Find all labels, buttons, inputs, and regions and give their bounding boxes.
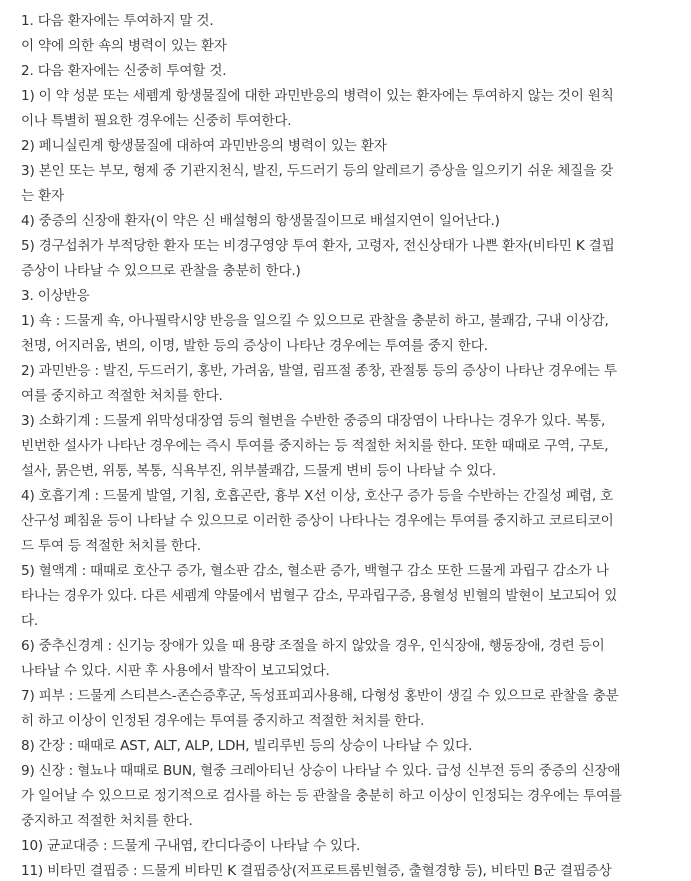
text-line: 이 약에 의한 쇽의 병력이 있는 환자 <box>21 38 227 54</box>
text-line: 히 하고 이상이 인정된 경우에는 투여를 중지하고 적절한 처치를 한다. <box>21 713 425 729</box>
text-line: 5) 혈액계 : 때때로 호산구 증가, 혈소판 감소, 혈소판 증가, 백혈구 감소 또한 드물게 과립구 감소가 나 <box>21 563 609 579</box>
text-line: 3) 본인 또는 부모, 형제 중 기관지천식, 발진, 두드러기 등의 알레르기 증상을 일으키기 쉬운 체질을 갖 <box>21 163 614 179</box>
text-line: 3. 이상반응 <box>21 288 90 304</box>
text-line: 4) 호흡기계 : 드물게 발열, 기침, 호흡곤란, 흉부 X선 이상, 호산구 증가 등을 수반하는 간질성 폐렴, 호 <box>21 488 614 504</box>
text-line: 2) 과민반응 : 발진, 두드러기, 홍반, 가려움, 발열, 림프절 종창, 관절통 등의 증상이 나타난 경우에는 투 <box>21 363 617 379</box>
text-line: 가 일어날 수 있으므로 정기적으로 검사를 하는 등 관찰을 충분히 하고 이상이 인정되는 경우에는 투여를 <box>21 788 622 804</box>
text-line: 10) 균교대증 : 드물게 구내염, 칸디다증이 나타날 수 있다. <box>21 838 361 854</box>
text-line: 증상이 나타날 수 있으므로 관찰을 충분히 한다.) <box>21 263 301 279</box>
text-line: 6) 중추신경계 : 신기능 장애가 있을 때 용량 조절을 하지 않았을 경우, 인식장애, 행동장애, 경련 등이 <box>21 638 605 654</box>
text-line: 5) 경구섭취가 부적당한 환자 또는 비경구영양 투여 환자, 고령자, 전신상태가 나쁜 환자(비타민 K 결핍 <box>21 238 615 254</box>
text-line: 8) 간장 : 때때로 AST, ALT, ALP, LDH, 빌리루빈 등의 상승이 나타날 수 있다. <box>21 738 473 754</box>
text-line: 다. <box>21 613 39 629</box>
text-line: 9) 신장 : 혈뇨나 때때로 BUN, 혈중 크레아티닌 상승이 나타날 수 있다. 급성 신부전 등의 중증의 신장애 <box>21 763 621 779</box>
text-line: 타나는 경우가 있다. 다른 세펨계 약물에서 범혈구 감소, 무과립구증, 용혈성 빈혈의 발현이 보고되어 있 <box>21 588 618 604</box>
text-line: 빈번한 설사가 나타난 경우에는 즉시 투여를 중지하는 등 적절한 처치를 한다. 또한 때때로 구역, 구토, <box>21 438 609 454</box>
text-line: 1) 쇽 : 드물게 쇽, 아나필락시양 반응을 일으킬 수 있으므로 관찰을 충분히 하고, 불쾌감, 구내 이상감, <box>21 313 609 329</box>
text-line: 산구성 폐침윤 등이 나타날 수 있으므로 이러한 증상이 나타나는 경우에는 투여를 중지하고 코르티코이 <box>21 513 614 529</box>
text-line: 7) 피부 : 드물게 스티븐스-존슨증후군, 독성표피괴사용해, 다형성 홍반이 생길 수 있으므로 관찰을 충분 <box>21 688 619 704</box>
text-line: 천명, 어지러움, 변의, 이명, 발한 등의 증상이 나타난 경우에는 투여를 중지 한다. <box>21 338 488 354</box>
text-line: 나타날 수 있다. 시판 후 사용에서 발작이 보고되었다. <box>21 663 330 679</box>
text-line: 4) 중증의 신장애 환자(이 약은 신 배설형의 항생물질이므로 배설지연이 일어난다.) <box>21 213 500 229</box>
text-line: 이나 특별히 필요한 경우에는 신중히 투여한다. <box>21 113 292 129</box>
text-line: 여를 중지하고 적절한 처치를 한다. <box>21 388 223 404</box>
text-line: 1. 다음 환자에는 투여하지 말 것. <box>21 13 214 29</box>
text-line: 드 투여 등 적절한 처치를 한다. <box>21 538 201 554</box>
text-line: 11) 비타민 결핍증 : 드물게 비타민 K 결핍증상(저프로트롬빈혈증, 출혈경향 등), 비타민 B군 결핍증상 <box>21 863 612 879</box>
text-line: 2) 페니실린계 항생물질에 대하여 과민반응의 병력이 있는 환자 <box>21 138 387 154</box>
text-line: 중지하고 적절한 처치를 한다. <box>21 813 193 829</box>
text-line: 3) 소화기계 : 드물게 위막성대장염 등의 혈변을 수반한 중증의 대장염이 나타나는 경우가 있다. 복통, <box>21 413 606 429</box>
text-line: 2. 다음 환자에는 신중히 투여할 것. <box>21 63 227 79</box>
text-line: 1) 이 약 성분 또는 세펨계 항생물질에 대한 과민반응의 병력이 있는 환자에는 투여하지 않는 것이 원칙 <box>21 88 614 104</box>
text-line: 설사, 묽은변, 위통, 복통, 식욕부진, 위부불쾌감, 드물게 변비 등이 나타날 수 있다. <box>21 463 497 479</box>
text-line: 는 환자 <box>21 188 64 204</box>
